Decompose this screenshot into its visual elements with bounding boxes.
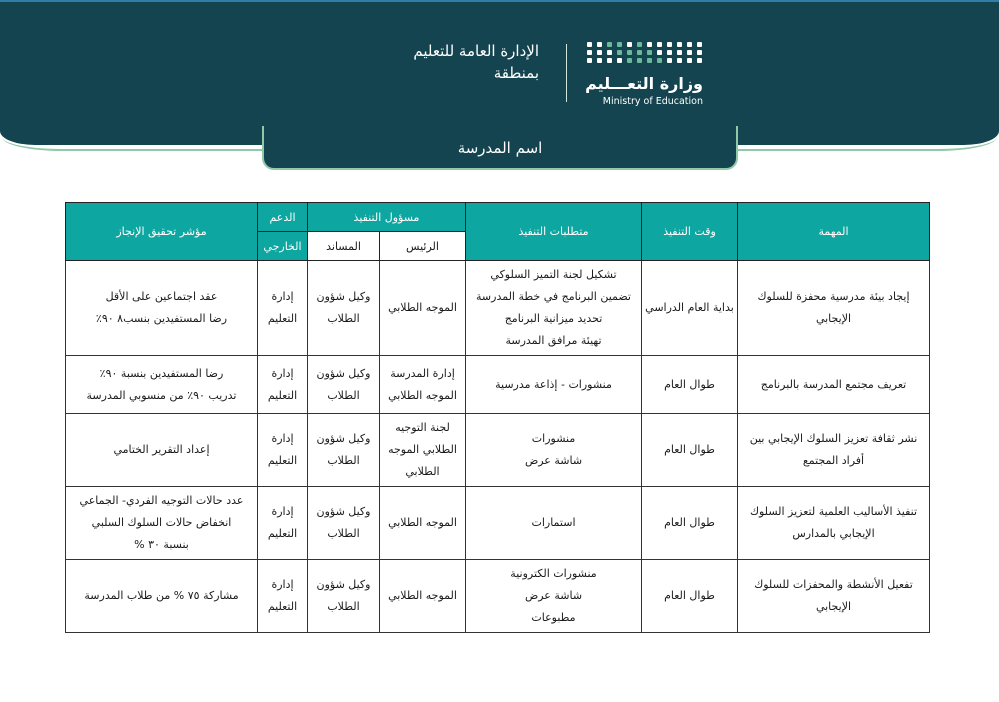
requirements-cell: استمارات	[466, 487, 642, 560]
school-name-tab: اسم المدرسة	[262, 126, 738, 170]
task-cell: تنفيذ الأساليب العلمية لتعزيز السلوك الإيجابي بالمدارس	[738, 487, 930, 560]
plan-table	[65, 202, 930, 633]
head-cell: لجنة التوجيه الطلابي الموجه الطلابي	[380, 414, 466, 487]
col-header-support-1: الدعم	[258, 203, 308, 232]
logo-arabic-text: وزارة التعـــليم	[585, 74, 703, 93]
assistant-cell: وكيل شؤون الطلاب	[308, 356, 380, 414]
logo-english-text: Ministry of Education	[602, 96, 703, 107]
task-cell: إيجاد بيئة مدرسية محفزة للسلوك الإيجابي	[738, 261, 930, 356]
col-header-responsible: مسؤول التنفيذ	[308, 203, 466, 232]
org-line-1: الإدارة العامة للتعليم	[413, 42, 539, 60]
org-line-2: بمنطقة	[493, 64, 539, 82]
table-row	[66, 356, 930, 414]
ministry-logo	[578, 40, 708, 110]
task-cell: تعريف مجتمع المدرسة بالبرنامج	[738, 356, 930, 414]
support-cell: إدارة التعليم	[258, 261, 308, 356]
requirements-cell: منشورات شاشة عرض	[466, 414, 642, 487]
table-header-row	[66, 203, 930, 232]
requirements-cell: منشورات - إذاعة مدرسية	[466, 356, 642, 414]
support-cell: إدارة التعليم	[258, 356, 308, 414]
col-header-indicator: مؤشر تحقيق الإنجاز	[66, 203, 258, 261]
assistant-cell: وكيل شؤون الطلاب	[308, 487, 380, 560]
indicator-cell: مشاركة ٧٥ % من طلاب المدرسة	[66, 560, 258, 633]
head-cell: الموجه الطلابي	[380, 261, 466, 356]
table-row	[66, 487, 930, 560]
indicator-cell: عقد اجتماعين على الأقل رضا المستفيدين بنسب٨ ٩٠٪	[66, 261, 258, 356]
col-header-support-2: الخارجي	[258, 232, 308, 261]
logo-dots-icon	[587, 42, 703, 63]
org-title	[400, 40, 539, 84]
support-cell: إدارة التعليم	[258, 487, 308, 560]
col-header-task: المهمة	[738, 203, 930, 261]
col-header-time: وقت التنفيذ	[642, 203, 738, 261]
assistant-cell: وكيل شؤون الطلاب	[308, 261, 380, 356]
requirements-cell: تشكيل لجنة التميز السلوكي تضمين البرنامج في خطة المدرسة تحديد ميزانية البرنامج تهيئة مرافق المدرسة	[466, 261, 642, 356]
task-cell: تفعيل الأنشطة والمحفزات للسلوك الإيجابي	[738, 560, 930, 633]
head-cell: الموجه الطلابي	[380, 487, 466, 560]
requirements-cell: منشورات الكترونية شاشة عرض مطبوعات	[466, 560, 642, 633]
indicator-cell: رضا المستفيدين بنسبة ٩٠٪ تدريب ٩٠٪ من منسوبي المدرسة	[66, 356, 258, 414]
time-cell: طوال العام	[642, 560, 738, 633]
col-header-requirements: متطلبات التنفيذ	[466, 203, 642, 261]
support-cell: إدارة التعليم	[258, 414, 308, 487]
table-row	[66, 414, 930, 487]
task-cell: نشر ثقافة تعزيز السلوك الإيجابي بين أفراد المجتمع	[738, 414, 930, 487]
assistant-cell: وكيل شؤون الطلاب	[308, 560, 380, 633]
time-cell: طوال العام	[642, 356, 738, 414]
col-header-head: الرئيس	[380, 232, 466, 261]
head-cell: الموجه الطلابي	[380, 560, 466, 633]
time-cell: بداية العام الدراسي	[642, 261, 738, 356]
table-row	[66, 560, 930, 633]
col-header-assistant: المساند	[308, 232, 380, 261]
indicator-cell: عدد حالات التوجيه الفردي- الجماعي انخفاض حالات السلوك السلبي بنسبة ٣٠ %	[66, 487, 258, 560]
head-cell: إدارة المدرسة الموجه الطلابي	[380, 356, 466, 414]
support-cell: إدارة التعليم	[258, 560, 308, 633]
header-divider	[566, 44, 567, 102]
table-row	[66, 261, 930, 356]
assistant-cell: وكيل شؤون الطلاب	[308, 414, 380, 487]
indicator-cell: إعداد التقرير الختامي	[66, 414, 258, 487]
time-cell: طوال العام	[642, 414, 738, 487]
time-cell: طوال العام	[642, 487, 738, 560]
